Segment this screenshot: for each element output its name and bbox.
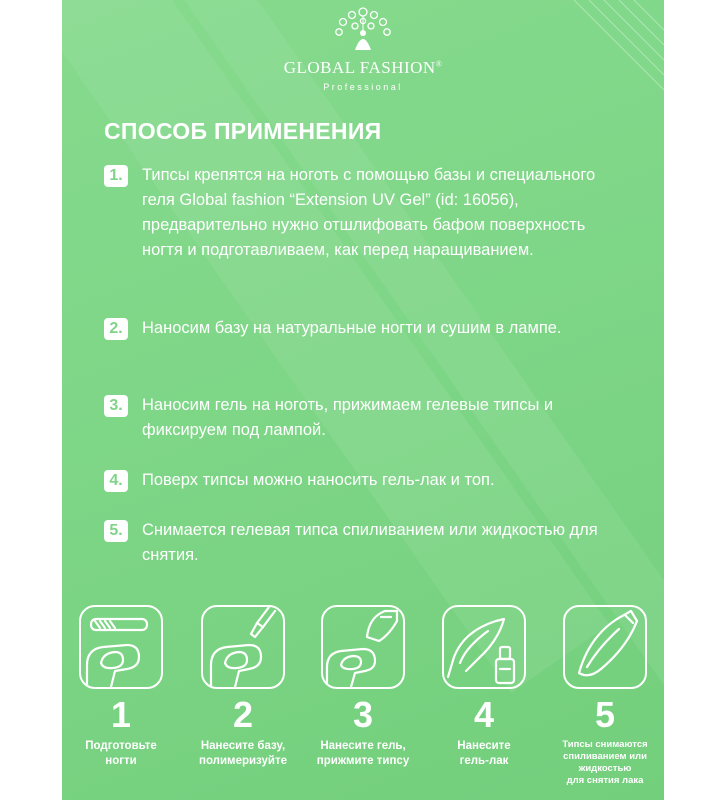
icon-steps-row (62, 605, 664, 800)
step-text: Снимается гелевая типса спиливанием или жидкостью для снятия. (142, 521, 598, 564)
step-item (104, 468, 624, 493)
brand-subtitle: Professional (323, 82, 403, 92)
step-text: Поверх типсы можно наносить гель-лак и топ. (142, 471, 495, 489)
icon-step-caption: Нанесите базу, полимеризуйте (199, 740, 287, 767)
step-number-badge: 2. (104, 318, 128, 340)
instruction-card (62, 0, 664, 800)
step-item (104, 163, 624, 263)
icon-step-1 (62, 605, 180, 769)
step-number-badge: 3. (104, 395, 128, 417)
brand-name: GLOBAL FASHION® (283, 58, 443, 77)
icon-step-2 (184, 605, 302, 769)
icon-step-caption: Нанесите гель-лак (457, 740, 511, 767)
step-item (104, 393, 624, 443)
step-text: Наносим базу на натуральные ногти и сушим в лампе. (142, 319, 562, 337)
page-title: СПОСОБ ПРИМЕНЕНИЯ (104, 118, 382, 144)
step-text: Наносим гель на ноготь, прижимаем гелевые типсы и фиксируем под лампой. (142, 396, 554, 439)
step-item (104, 316, 624, 341)
polish-bottle-icon (442, 605, 526, 689)
step-number-badge: 5. (104, 520, 128, 542)
step-number-badge: 4. (104, 470, 128, 492)
peacock-logo-icon (333, 6, 393, 52)
background-shine (62, 0, 609, 693)
brand-logo (62, 6, 664, 92)
icon-step-3 (304, 605, 422, 769)
stiletto-tip-icon (563, 605, 647, 689)
icon-step-number: 4 (473, 694, 495, 735)
icon-step-number: 3 (352, 694, 374, 735)
nail-file-icon (79, 605, 163, 689)
icon-step-number: 5 (594, 694, 616, 735)
icon-step-number: 2 (232, 694, 254, 735)
icon-step-caption: Типсы снимаются спиливанием или жидкостью для снятия лака (562, 739, 648, 786)
brush-base-icon (201, 605, 285, 689)
icon-step-5 (546, 605, 664, 787)
tip-press-icon (321, 605, 405, 689)
icon-step-number: 1 (110, 694, 132, 735)
step-number-badge: 1. (104, 165, 128, 187)
step-item (104, 518, 624, 568)
icon-step-4 (425, 605, 543, 769)
icon-step-caption: Нанесите гель, прижмите типсу (316, 740, 410, 767)
step-text: Типсы крепятся на ноготь с помощью базы и специального геля Global fashion “Extension UV Gel” (id: 16056), предварительно нужно отшлифовать бафом поверхность ногтя и подготавливаем, как перед наращиванием. (142, 166, 596, 259)
icon-step-caption: Подготовьте ногти (85, 740, 157, 767)
